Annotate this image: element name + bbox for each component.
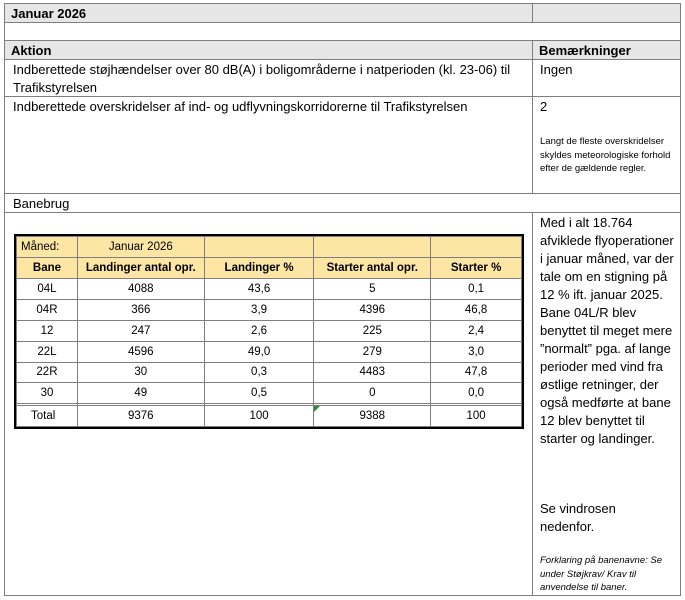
row-2-bemaerkning-text: 2 <box>540 99 548 114</box>
cell-starter-pct: 0,0 <box>431 383 522 404</box>
table-row <box>17 299 522 320</box>
month-empty-2 <box>314 237 431 258</box>
cell-bane: 22R <box>17 362 78 383</box>
cell-bane: 30 <box>17 383 78 404</box>
cell-landinger: 49 <box>77 383 204 404</box>
title-cell-right <box>532 3 681 23</box>
cell-bane: 22L <box>17 341 78 362</box>
cell-starter: 4396 <box>314 299 431 320</box>
row-1-aktion-text: Indberettede støjhændelser over 80 dB(A) i boligområderne i natperioden (kl. 23-06) til Trafikstyrelsen <box>13 62 511 95</box>
cell-landinger: 30 <box>77 362 204 383</box>
banebrug-footnote: Forklaring på banenavne: Se under Støjkrav/ Krav til anvendelse til baner. <box>540 555 662 593</box>
cell-bane: 04R <box>17 299 78 320</box>
spacer-row <box>4 22 681 41</box>
cell-starter-pct: 0,1 <box>431 278 522 299</box>
month-row <box>17 237 522 258</box>
col-landinger-pct: Landinger % <box>204 257 314 278</box>
cell-landinger-pct: 43,6 <box>204 278 314 299</box>
cell-landinger: 247 <box>77 320 204 341</box>
col-starter: Starter antal opr. <box>314 257 431 278</box>
total-landinger-pct: 100 <box>204 405 314 426</box>
total-landinger: 9376 <box>77 405 204 426</box>
cell-starter: 5 <box>314 278 431 299</box>
row-1-bemaerkning <box>532 59 681 97</box>
month-value: Januar 2026 <box>77 237 204 258</box>
col-starter-pct: Starter % <box>431 257 522 278</box>
bemaerkninger-header: Bemærkninger <box>539 43 631 58</box>
cell-landinger-pct: 49,0 <box>204 341 314 362</box>
page-title: Januar 2026 <box>11 6 87 21</box>
cell-starter-pct: 47,8 <box>431 362 522 383</box>
cell-starter: 279 <box>314 341 431 362</box>
month-empty-3 <box>431 237 522 258</box>
cell-landinger: 4596 <box>77 341 204 362</box>
row-1-bemaerkning-text: Ingen <box>540 62 573 77</box>
col-landinger: Landinger antal opr. <box>77 257 204 278</box>
cell-landinger-pct: 0,3 <box>204 362 314 383</box>
table-row <box>17 341 522 362</box>
header-bemaerkninger <box>532 40 681 60</box>
total-starter-value: 9388 <box>359 409 386 422</box>
row-1-aktion <box>4 59 533 97</box>
table-row <box>17 320 522 341</box>
month-label: Måned: <box>17 237 78 258</box>
total-starter <box>314 405 431 426</box>
cell-starter-pct: 46,8 <box>431 299 522 320</box>
column-header-row <box>17 257 522 278</box>
banebrug-heading: Banebrug <box>13 196 70 211</box>
cell-landinger-pct: 0,5 <box>204 383 314 404</box>
month-empty-1 <box>204 237 314 258</box>
cell-starter: 225 <box>314 320 431 341</box>
header-aktion <box>4 40 533 60</box>
cell-starter: 4483 <box>314 362 431 383</box>
row-2-aktion <box>4 96 533 194</box>
banebrug-comment-cell <box>532 212 681 596</box>
table-row <box>17 362 522 383</box>
row-2-bemaerkning <box>532 96 681 194</box>
banebrug-see-rose: Se vindrosen nedenfor. <box>540 501 616 534</box>
banebrug-comment: Med i alt 18.764 afviklede flyoperationer i januar måned, var der tale om en stigning på 12 % ift. januar 2025. Bane 04L/R blev benyttet til meget mere ”normalt” pga. af lange perioder med vind fra østlige retninger, der også medførte at bane 12 blev benyttet til starter og landinger. <box>540 215 674 446</box>
cell-bane: 04L <box>17 278 78 299</box>
aktion-header: Aktion <box>11 43 52 58</box>
cell-starter-pct: 2,4 <box>431 320 522 341</box>
table-row <box>17 383 522 404</box>
cell-bane: 12 <box>17 320 78 341</box>
total-row <box>17 405 522 426</box>
cell-starter: 0 <box>314 383 431 404</box>
cell-landinger: 4088 <box>77 278 204 299</box>
runway-usage-table <box>14 234 524 429</box>
col-bane: Bane <box>17 257 78 278</box>
cell-landinger: 366 <box>77 299 204 320</box>
total-label: Total <box>17 405 78 426</box>
table-row <box>17 278 522 299</box>
banebrug-row <box>4 193 681 213</box>
cell-landinger-pct: 2,6 <box>204 320 314 341</box>
cell-landinger-pct: 3,9 <box>204 299 314 320</box>
total-starter-pct: 100 <box>431 405 522 426</box>
row-2-aktion-text: Indberettede overskridelser af ind- og udflyvningskorridorerne til Trafikstyrelsen <box>13 99 468 114</box>
title-cell <box>4 3 533 23</box>
row-2-note: Langt de fleste overskridelser skyldes meteorologiske forhold efter de gældende regler. <box>540 136 671 174</box>
comment-marker-icon <box>314 406 320 412</box>
cell-starter-pct: 3,0 <box>431 341 522 362</box>
